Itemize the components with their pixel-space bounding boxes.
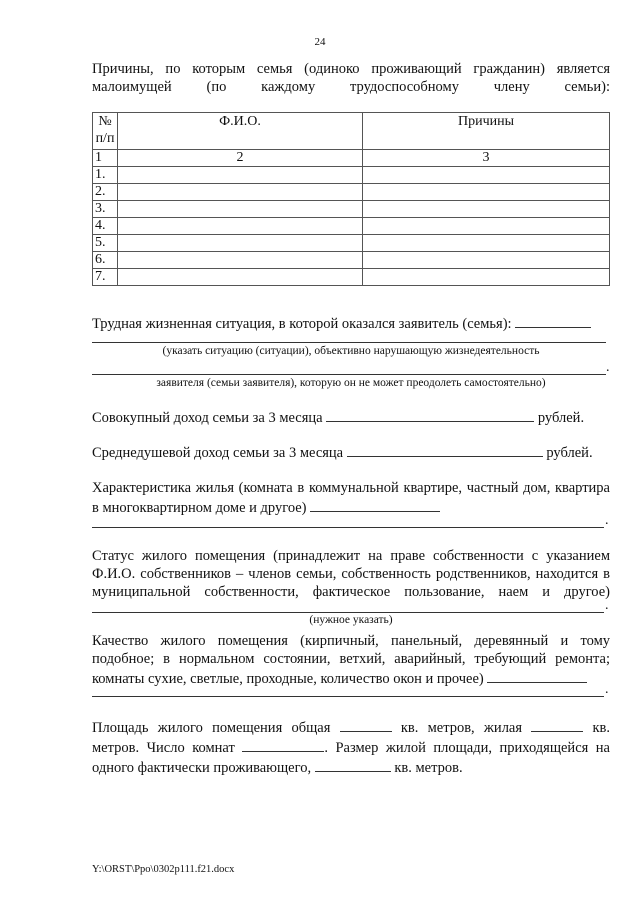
page-number: 24 — [314, 36, 326, 48]
table-row — [93, 269, 610, 286]
table-row — [93, 252, 610, 269]
header-name: Ф.И.О. — [118, 113, 363, 150]
row-index: 1. — [93, 167, 118, 184]
name-cell[interactable] — [118, 235, 363, 252]
quality-text — [92, 632, 610, 688]
row-index: 2. — [93, 184, 118, 201]
situation-blank[interactable] — [515, 313, 591, 328]
quality-line[interactable] — [92, 696, 604, 697]
per-person-label: . Размер жилой площади, приходящейся на одного фактически проживающего, — [92, 740, 610, 776]
quality-field[interactable] — [487, 668, 587, 683]
reasons-table — [92, 112, 610, 286]
housing-type-field[interactable] — [310, 497, 440, 512]
reason-cell[interactable] — [363, 269, 610, 286]
status-caption: (нужное указать) — [309, 614, 393, 626]
avg-income-field[interactable] — [347, 442, 543, 457]
name-cell[interactable] — [118, 184, 363, 201]
avg-income-label: Среднедушевой доход семьи за 3 месяца — [92, 445, 344, 461]
reason-cell[interactable] — [363, 252, 610, 269]
name-cell[interactable] — [118, 252, 363, 269]
row-index: 3. — [93, 201, 118, 218]
table-row — [93, 235, 610, 252]
status-line[interactable] — [92, 612, 604, 613]
table-numbers-row — [93, 150, 610, 167]
area-living-field[interactable] — [531, 717, 583, 732]
name-cell[interactable] — [118, 167, 363, 184]
situation-label: Трудная жизненная ситуация, в которой оказался заявитель (семья): — [92, 316, 512, 332]
housing-type-label: Характеристика жилья (комната в коммунальной квартире, частный дом, квартира в многоквартирном доме и другое) — [92, 480, 610, 516]
area-total-label: Площадь жилого помещения общая — [92, 720, 331, 736]
area-total-field[interactable] — [340, 717, 392, 732]
housing-type-text — [92, 479, 610, 517]
situation-line-1[interactable] — [92, 342, 606, 343]
area-living-unit: кв. метров. — [92, 720, 611, 756]
rooms-field[interactable] — [242, 737, 324, 752]
line-end-dot: . — [605, 682, 609, 697]
quality-label: Качество жилого помещения (кирпичный, панельный, деревянный и тому подобное; в нормальном состоянии, ветхий, аварийный, требующий ремонта; комнаты сухие, светлые, проходные, количество окон и прочее) — [92, 633, 610, 687]
reason-cell[interactable] — [363, 218, 610, 235]
line-end-dot: . — [605, 598, 609, 613]
table-row — [93, 184, 610, 201]
file-path-footer: Y:\ORST\Ppo\0302p111.f21.docx — [92, 864, 235, 875]
situation-caption-2: заявителя (семьи заявителя), которую он не может преодолеть самостоятельно) — [156, 377, 546, 389]
col-number-1: 1 — [93, 150, 118, 167]
total-income-unit: рублей. — [537, 410, 585, 426]
total-income-field[interactable] — [326, 407, 534, 422]
per-person-unit: кв. метров. — [394, 760, 463, 776]
col-number-3: 3 — [363, 150, 610, 167]
row-index: 7. — [93, 269, 118, 286]
total-income-line — [92, 407, 610, 427]
situation-line-2[interactable] — [92, 374, 606, 375]
col-number-2: 2 — [118, 150, 363, 167]
table-header-row — [93, 113, 610, 150]
reason-cell[interactable] — [363, 184, 610, 201]
total-income-label: Совокупный доход семьи за 3 месяца — [92, 410, 323, 426]
situation-caption-1: (указать ситуацию (ситуации), объективно нарушающую жизнедеятельность — [162, 345, 540, 357]
avg-income-unit: рублей. — [546, 445, 593, 461]
rooms-label: Число комнат — [146, 740, 235, 756]
avg-income-line — [92, 442, 610, 462]
per-person-field[interactable] — [315, 757, 391, 772]
table-row — [93, 218, 610, 235]
area-text — [92, 717, 610, 777]
row-index: 4. — [93, 218, 118, 235]
reason-cell[interactable] — [363, 235, 610, 252]
header-reasons: Причины — [363, 113, 610, 150]
table-row — [93, 201, 610, 218]
status-text: Статус жилого помещения (принадлежит на праве собственности с указанием Ф.И.О. собственников – членов семьи, собственность родственников, находится в муниципальной собственности, фактическое пользование, наем и другое) — [92, 548, 610, 600]
area-living-label: кв. метров, жилая — [400, 720, 523, 736]
line-end-dot: . — [605, 513, 609, 528]
reason-cell[interactable] — [363, 201, 610, 218]
table-row — [93, 167, 610, 184]
row-index: 6. — [93, 252, 118, 269]
name-cell[interactable] — [118, 218, 363, 235]
intro-text: Причины, по которым семья (одиноко проживающий гражданин) является малоимущей (по каждому трудоспособному члену семьи): — [92, 61, 610, 95]
name-cell[interactable] — [118, 269, 363, 286]
reason-cell[interactable] — [363, 167, 610, 184]
housing-type-line[interactable] — [92, 527, 604, 528]
situation-line — [92, 313, 610, 333]
header-number: № п/п — [93, 113, 118, 150]
line-end-dot: . — [606, 360, 610, 375]
row-index: 5. — [93, 235, 118, 252]
name-cell[interactable] — [118, 201, 363, 218]
